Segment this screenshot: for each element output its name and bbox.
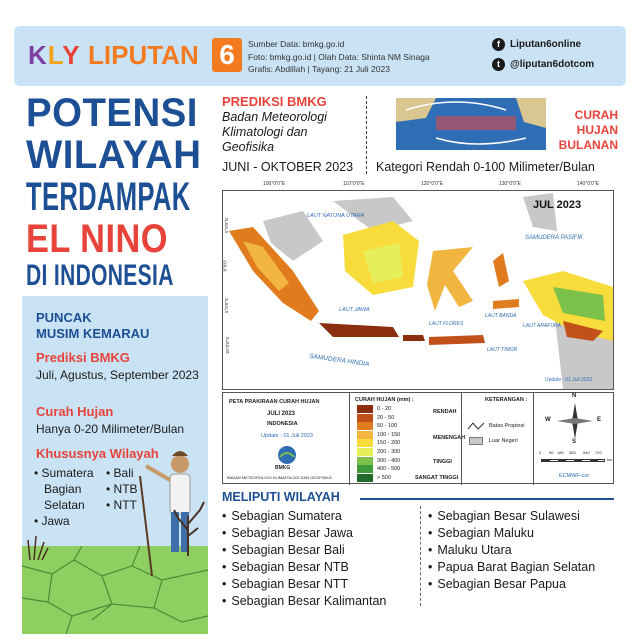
region-left-2: Bagian [44,482,82,496]
regions-heading: MELIPUTI WILAYAH [222,490,340,504]
regions-heading-rule [360,498,614,500]
list-item: • Sebagian Besar Bali [222,542,386,559]
map-update-note: Update : 01 Juli 2023 [545,377,593,383]
rainfall-map [222,181,614,390]
kly-logo: KLY [28,40,81,70]
sea-label: LAUT NATUNA UTARA [307,213,365,219]
legend-luar: Luar Negeri [489,438,518,444]
title-line-2: WILAYAH [26,133,202,177]
prediction-date-range: JUNI - OKTOBER 2023 [222,160,354,174]
list-item: • Sebagian Besar Kalimantan [222,593,386,610]
region-right-3: • NTT [106,498,137,512]
compass-s: S [572,439,577,445]
peak-dry-season-box [22,296,208,634]
regions-list-1 [222,508,386,610]
title-line-3: TERDAMPAK [26,175,191,219]
scale-bar [541,459,605,462]
legend-map-title: PETA PRAKIRAAN CURAH HUJAN [229,399,320,405]
scale-number: 180 [557,450,564,455]
legend-keterangan: KETERANGAN : [485,397,528,403]
regions-list-2 [428,508,595,593]
scale-number: 90 [549,450,554,455]
twitter-icon: t [492,58,505,71]
compass-rose-icon [553,399,597,443]
sea-label: LAUT BANDA [485,313,517,319]
region-left-1: • Sumatera [34,466,94,480]
title-line-4: EL NINO [26,217,168,261]
list-item: • Sebagian Besar Sulawesi [428,508,595,525]
rainfall-value: Hanya 0-20 Milimeter/Bulan [36,422,185,436]
lat-tick: 10°0'0"S [225,336,231,355]
legend-map-month: JULI 2023 [267,411,296,417]
list-item: • Sebagian Besar Jawa [222,525,386,542]
legend-bmkg: BMKG [275,465,291,471]
list-item: • Sebagian Sumatera [222,508,386,525]
sea-label: LAUT ARAFURA [523,323,561,329]
region-left-3: Selatan [44,498,85,512]
legend-swatch [357,465,373,473]
foreign-land-swatch [469,437,483,445]
header-divider [366,96,367,174]
rainfall-label: Curah Hujan [36,404,114,419]
legend-cat: SANGAT TINGGI [415,475,459,481]
dead-grass-icon [24,530,50,560]
legend-swatch [357,474,373,482]
peak-heading-2: MUSIM KEMARAU [36,326,150,341]
legend-map-country: INDONESIA [267,421,298,427]
legend-swatch [357,422,373,430]
source-line: Foto: bmkg.go.id | Olah Data: Shinta NM Sinaga [248,51,430,62]
long-tick: 110°0'0"E [343,181,365,187]
legend-range: 20 - 50 [377,414,395,421]
compass-w: W [545,417,551,423]
list-item: • Papua Barat Bagian Selatan [428,559,595,576]
header-bar [14,26,626,86]
list-item: • Sebagian Besar NTT [222,576,386,593]
long-tick: 130°0'0"E [499,181,521,187]
map-legend-panel [222,392,614,484]
scale-unit: km [607,457,613,462]
legend-ch-title: CURAH HUJAN (mm) : [355,397,414,403]
map-month-label: JUL 2023 [533,199,582,211]
region-right-1: • Bali [106,466,134,480]
scale-number: 540 [583,450,590,455]
list-item: • Sebagian Besar NTB [222,559,386,576]
compass-e: E [597,417,602,423]
liputan6-logo-badge: 6 [212,38,242,72]
legend-divider [349,393,350,485]
facebook-handle[interactable]: f Liputan6online [492,38,581,51]
dead-tree-icon [172,496,206,556]
regions-label: Khususnya Wilayah [36,446,159,461]
list-item: • Sebagian Besar Papua [428,576,595,593]
legend-cat: RENDAH [433,409,457,415]
legend-range: > 500 [377,474,391,481]
long-tick: 120°0'0"E [421,181,443,187]
legend-divider [533,393,534,485]
legend-agency: BADAN METEOROLOGI KLIMATOLOGI DAN GEOFISIKA [227,475,332,480]
legend-swatch [357,457,373,465]
prediction-agency: Badan Meteorologi Klimatologi dan Geofisika [222,110,327,154]
el-nino-thumbnail-map [396,98,546,150]
bmkg-logo-icon [275,445,299,465]
low-category-caption: Kategori Rendah 0-100 Milimeter/Bulan [376,160,595,174]
legend-range: 200 - 300 [377,449,401,455]
peak-heading-1: PUNCAK [36,310,92,325]
scale-number: 360 [569,450,576,455]
legend-range: 50 - 100 [377,423,398,430]
legend-range: 0 - 20 [377,406,392,412]
sea-label: LAUT TIMOR [487,347,518,353]
lat-tick: 5°0'0"N [224,217,230,234]
sea-label: SAMUDERA PASIFIK [525,235,584,241]
lat-tick: 5°0'0"S [223,298,229,313]
legend-range: 150 - 200 [377,440,401,447]
province-boundary-icon [467,421,485,431]
title-line-1: POTENSI [26,91,198,135]
prediction-title: PREDIKSI BMKG [222,94,327,109]
indonesia-map [223,191,613,389]
legend-swatch [357,431,373,439]
list-item: • Maluku Utara [428,542,595,559]
title-line-5: DI INDONESIA [26,259,174,292]
prediction-label: Prediksi BMKG [36,350,130,365]
legend-cat: MENENGAH [433,435,466,441]
scale-number: 720 [595,450,602,455]
monthly-rainfall-label: CURAH HUJAN BULANAN [558,108,618,152]
legend-range: 100 - 150 [377,431,401,438]
list-item: • Sebagian Maluku [428,525,595,542]
source-line: Sumber Data: bmkg.go.id [248,39,345,49]
scale-number: 0 [539,450,542,455]
legend-swatch [357,405,373,413]
sea-label: LAUT FLORES [429,321,464,327]
sea-label: LAUT JAWA [339,307,370,313]
legend-swatch [357,448,373,456]
lat-tick: 0°0'0" [222,259,228,272]
legend-batas: Batas Propinsi [489,423,525,429]
legend-swatch [357,414,373,422]
liputan-logo: LIPUTAN [88,40,199,70]
regions-divider [420,506,421,606]
legend-divider [461,393,462,485]
source-line: Grafis: Abdillah | Tayang: 21 Juli 2023 [248,64,390,74]
legend-range: 300 - 400 [377,457,401,464]
region-left-4: • Jawa [34,514,70,528]
legend-map-update: Update : 01 Juli 2023 [261,433,313,439]
sea-label: SAMUDERA HINDIA [308,352,370,369]
legend-ecmwf: ECMWF-cor [559,473,590,479]
facebook-icon: f [492,38,505,51]
compass-n: N [572,393,577,399]
prediction-value: Juli, Agustus, September 2023 [36,368,199,382]
region-right-2: • NTB [106,482,138,496]
long-tick: 100°0'0"E [263,181,285,187]
legend-swatch [357,439,373,447]
long-tick: 140°0'0"E [577,181,599,187]
legend-cat: TINGGI [433,459,452,465]
legend-range: 400 - 500 [377,466,401,473]
source-credits [248,38,430,76]
twitter-handle[interactable]: t @liputan6dotcom [492,58,594,71]
